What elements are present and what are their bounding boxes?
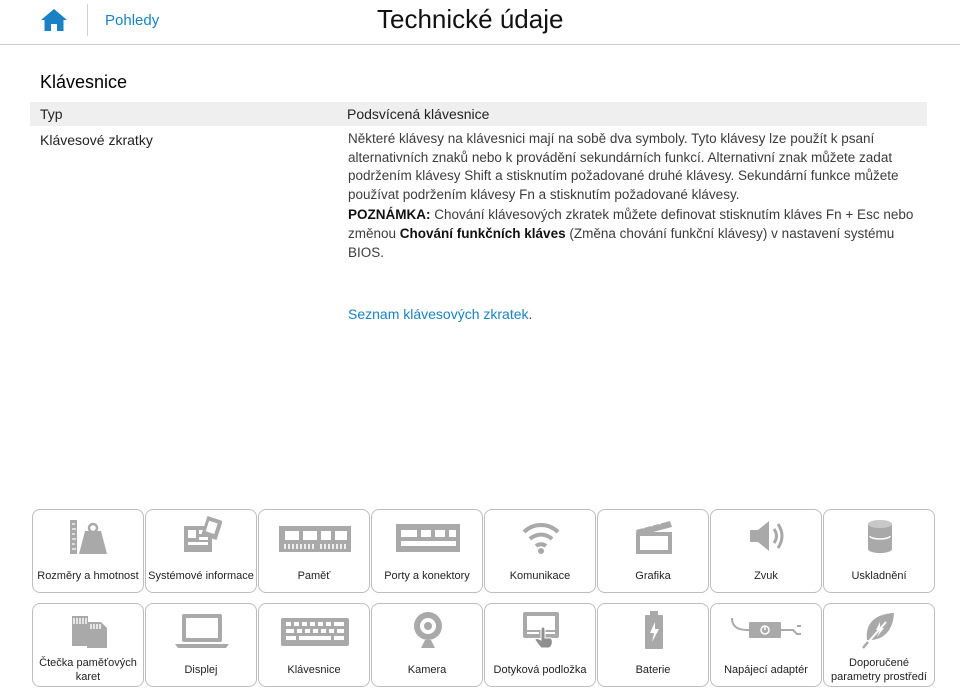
header-bar xyxy=(0,0,960,45)
clapperboard-icon xyxy=(634,516,674,556)
tile-label: Komunikace xyxy=(509,570,571,582)
speaker-icon xyxy=(747,516,787,556)
memory-card-icon xyxy=(69,610,109,650)
header-divider xyxy=(87,4,88,36)
tile-graphics[interactable] xyxy=(597,509,709,593)
tile-camera[interactable] xyxy=(371,603,483,687)
page-title: Technické údaje xyxy=(377,4,564,34)
nav-link-pohledy[interactable]: Pohledy xyxy=(105,12,160,29)
webcam-icon xyxy=(408,610,448,650)
shortcut-list-link-suffix: . xyxy=(528,306,533,322)
laptop-icon xyxy=(172,610,232,650)
power-adapter-icon xyxy=(729,610,805,650)
spec-value: Podsvícená klávesnice xyxy=(347,106,490,122)
tile-label: Čtečka paměťových karet xyxy=(39,657,137,683)
section-heading: Klávesnice xyxy=(40,72,128,92)
tile-label: Systémové informace xyxy=(148,570,254,582)
tile-power-adapter[interactable] xyxy=(710,603,822,687)
tile-label: Doporučené parametry prostředí xyxy=(831,657,927,683)
tile-battery[interactable] xyxy=(597,603,709,687)
note-paragraph xyxy=(348,206,926,262)
home-icon[interactable] xyxy=(40,7,68,33)
shortcut-list-link-label[interactable]: Seznam klávesových zkratek xyxy=(348,306,529,322)
battery-icon xyxy=(634,610,674,650)
tile-display[interactable] xyxy=(145,603,257,687)
note-bold: Chování funkčních kláves xyxy=(399,225,566,241)
shortcut-list-link[interactable] xyxy=(348,306,532,322)
spec-label: Klávesové zkratky xyxy=(40,132,153,148)
spec-label: Typ xyxy=(40,106,63,122)
storage-icon xyxy=(860,516,900,556)
tile-label: Uskladnění xyxy=(851,570,907,582)
shortcut-description xyxy=(348,130,926,262)
tile-environment[interactable] xyxy=(823,603,935,687)
tile-system-info[interactable] xyxy=(145,509,257,593)
tile-label: Napájecí adaptér xyxy=(724,664,808,676)
tile-label: Porty a konektory xyxy=(384,570,470,582)
tile-keyboard[interactable] xyxy=(258,603,370,687)
memory-icon xyxy=(277,516,353,556)
ports-icon xyxy=(394,516,462,556)
tile-label: Grafika xyxy=(635,570,671,582)
keyboard-icon xyxy=(279,610,351,650)
tile-storage[interactable] xyxy=(823,509,935,593)
tile-ports[interactable] xyxy=(371,509,483,593)
tile-dimensions[interactable] xyxy=(32,509,144,593)
tile-label: Dotyková podložka xyxy=(493,664,587,676)
leaf-icon xyxy=(860,610,900,650)
tile-label: Baterie xyxy=(635,664,671,676)
ruler-weight-icon xyxy=(69,516,109,556)
tile-label: Displej xyxy=(184,664,218,676)
wifi-icon xyxy=(521,516,561,556)
spec-row-type xyxy=(30,102,927,126)
tile-label: Klávesnice xyxy=(287,664,341,676)
note-text-1: Chování klávesových zkratek můžete definovat stisknutím kláves Fn + Esc nebo změnou xyxy=(348,207,914,241)
tile-label: Rozměry a hmotnost xyxy=(37,570,139,582)
motherboard-icon xyxy=(182,516,222,556)
tile-label: Zvuk xyxy=(754,570,778,582)
tile-touchpad[interactable] xyxy=(484,603,596,687)
tile-memory[interactable] xyxy=(258,509,370,593)
note-label: POZNÁMKA: xyxy=(348,207,431,223)
tile-label: Kamera xyxy=(407,664,447,676)
tile-label: Paměť xyxy=(297,570,331,582)
description-text: Některé klávesy na klávesnici mají na sobě dva symboly. Tyto klávesy lze použít k psaní alternativních znaků nebo k provádění sekundárních funkcí. Alternativní znak můžete zadat podržením klávesy Shift a stisknutím požadované druhé klávesy. Sekundární funkce můžete používat podržením klávesy Fn a stisknutím požadované klávesy. xyxy=(348,131,899,202)
tile-audio[interactable] xyxy=(710,509,822,593)
touchpad-icon xyxy=(521,610,561,650)
tile-card-reader[interactable] xyxy=(32,603,144,687)
tile-communication[interactable] xyxy=(484,509,596,593)
note-text-2: (Změna chování funkční klávesy) v nastavení systému BIOS. xyxy=(348,225,895,260)
